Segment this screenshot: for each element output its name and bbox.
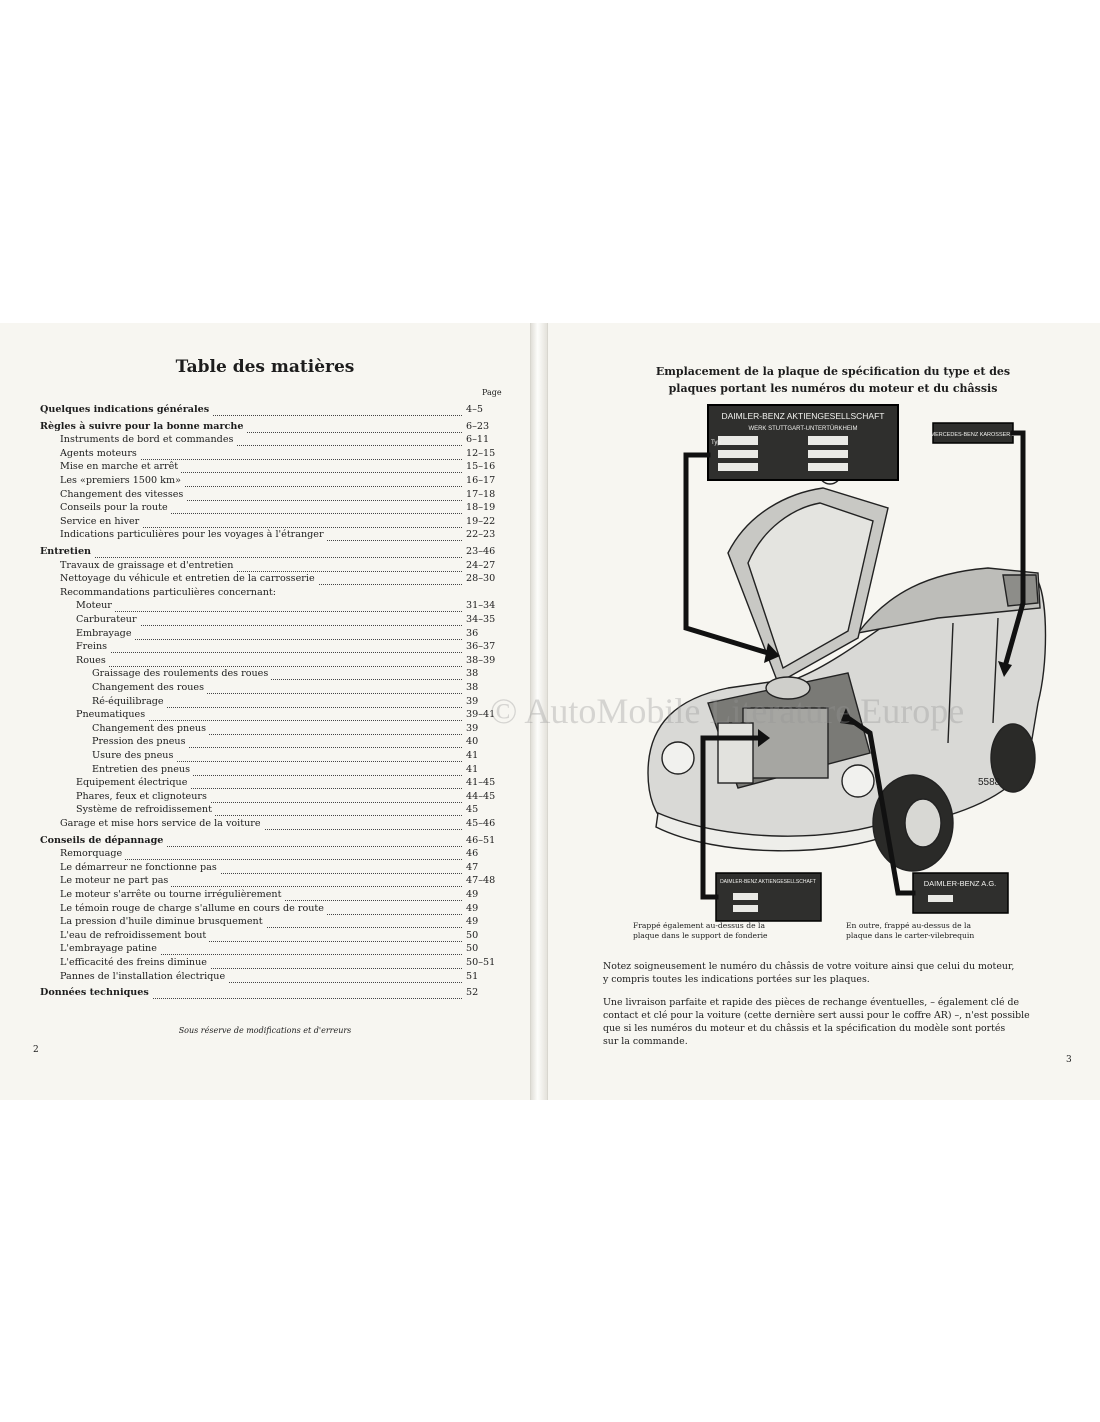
toc-label: L'embrayage patine: [60, 942, 160, 956]
toc-entry: [0, 915, 530, 929]
toc-entry: [0, 695, 530, 709]
toc-page-number: 28–30: [466, 573, 496, 585]
toc-label: Carburateur: [76, 613, 140, 627]
toc-entry: [0, 970, 530, 984]
left-page: [0, 323, 531, 1100]
toc-label: Equipement électrique: [76, 776, 190, 790]
toc-label: Système de refroidissement: [76, 803, 215, 817]
toc-page-number: 50–51: [466, 957, 496, 968]
toc-entry: [0, 763, 530, 777]
toc-entry: [0, 847, 530, 861]
paragraph-1-line-1: Notez soigneusement le numéro du châssis de votre voiture ainsi que celui du moteur,: [603, 961, 1015, 972]
toc-page-number: 38–39: [466, 654, 496, 666]
right-headlamp: [842, 765, 874, 797]
toc-entry: [0, 433, 530, 447]
caption-right-line-2: plaque dans le carter-vilebrequin: [846, 931, 975, 940]
toc-entry: [0, 460, 530, 474]
toc-entry: [0, 613, 530, 627]
caption-right-line-1: En outre, frappé au-dessus de la: [846, 921, 971, 930]
toc-entry: [0, 735, 530, 749]
chassis-plate-text: DAIMLER-BENZ A.G.: [923, 879, 997, 888]
toc-label: Conseils pour la route: [60, 501, 171, 515]
toc-label: Le démarreur ne fonctionne pas: [60, 861, 220, 875]
toc-entry: [0, 956, 530, 970]
paragraph-2-line-4: sur la commande.: [603, 1036, 688, 1047]
toc-page-number: 52: [466, 987, 479, 999]
toc-entry: [0, 817, 530, 831]
toc-section: [0, 545, 530, 559]
body-plate: [931, 423, 1016, 443]
toc-label: L'eau de refroidissement bout: [60, 929, 209, 943]
toc-page-number: 12–15: [466, 447, 496, 459]
toc-entry: [0, 474, 530, 488]
toc-page-number: 50: [466, 943, 479, 955]
front-hubcap: [905, 799, 941, 847]
toc-label: Roues: [76, 654, 109, 668]
toc-page-number: 17–18: [466, 488, 496, 500]
page-number: 3: [1066, 1055, 1072, 1065]
figure-title: [618, 363, 1048, 397]
toc-section: [0, 986, 530, 1000]
plate-text-1: DAIMLER-BENZ AKTIENGESELLSCHAFT: [721, 411, 885, 421]
toc-entry: [0, 559, 530, 573]
toc-page-number: 44–45: [466, 790, 496, 802]
footnote: Sous réserve de modifications et d'erreurs: [178, 1026, 352, 1035]
type-plate: [708, 405, 898, 480]
toc-page-number: 40: [466, 736, 479, 748]
toc-page-number: 36: [466, 627, 479, 639]
toc-page-number: 50: [466, 929, 479, 941]
caption-right: [846, 921, 974, 941]
paragraph-1-line-2: y compris toutes les indications portées sur les plaques.: [603, 974, 870, 985]
toc-entry: [0, 790, 530, 804]
toc-label: Graissage des roulements des roues: [92, 667, 271, 681]
toc-page-number: 39–41: [466, 709, 496, 721]
toc-label: Le témoin rouge de charge s'allume en cours de route: [60, 902, 327, 916]
toc-page-number: 36–37: [466, 641, 496, 653]
car-illustration: [608, 403, 1048, 943]
toc-page-number: 38: [466, 682, 479, 693]
toc-label: Phares, feux et clignoteurs: [76, 790, 210, 804]
toc-entry: [0, 599, 530, 613]
toc-page-number: 39: [466, 695, 479, 707]
toc-entry: [0, 681, 530, 695]
left-headlamp: [662, 742, 694, 774]
page-column-header: Page: [482, 388, 502, 397]
toc-entry: [0, 803, 530, 817]
toc-entry: [0, 722, 530, 736]
toc-page-number: 15–16: [466, 461, 496, 473]
toc-section: [0, 834, 530, 848]
toc-label: Règles à suivre pour la bonne marche: [40, 420, 246, 434]
toc-page-number: 51: [466, 970, 479, 982]
toc-label: Le moteur ne part pas: [60, 874, 171, 888]
toc-label: La pression d'huile diminue brusquement: [60, 915, 266, 929]
paragraph-2-line-3: que si les numéros du moteur et du châssis et la spécification du modèle sont portés: [603, 1023, 1006, 1034]
toc-page-number: 45: [466, 804, 479, 816]
toc-label: Conseils de dépannage: [40, 834, 166, 848]
paragraph-2: [603, 996, 1049, 1048]
toc-page-number: 49: [466, 916, 479, 928]
toc-page-number: 47: [466, 861, 479, 873]
page-title: Table des matières: [175, 357, 355, 377]
toc-page-number: 49: [466, 889, 479, 900]
toc-entry: [0, 888, 530, 902]
page-number: 2: [33, 1045, 39, 1055]
toc-entry: [0, 861, 530, 875]
radiator: [718, 723, 753, 783]
toc-page-number: 31–34: [466, 600, 496, 612]
toc-page-number: 38: [466, 668, 479, 680]
toc-label: Pneumatiques: [76, 708, 148, 722]
toc-page-number: 4–5: [466, 404, 484, 415]
toc-label: Pannes de l'installation électrique: [60, 970, 228, 984]
toc-page-number: 41: [466, 750, 479, 761]
toc-label: Quelques indications générales: [40, 403, 212, 417]
toc-label: Les «premiers 1500 km»: [60, 474, 184, 488]
toc-entry: [0, 929, 530, 943]
toc-page-number: 23–46: [466, 546, 496, 557]
toc-label: Entretien des pneus: [92, 763, 193, 777]
figure-number: 5588: [978, 777, 1001, 788]
toc-label: Agents moteurs: [60, 447, 140, 461]
toc-label: Changement des roues: [92, 681, 207, 695]
toc-page-number: 34–35: [466, 614, 496, 625]
toc-label: Ré-équilibrage: [92, 695, 167, 709]
toc-label: Changement des vitesses: [60, 488, 186, 502]
toc-label: Nettoyage du véhicule et entretien de la carrosserie: [60, 572, 318, 586]
toc-page-number: 6–11: [466, 434, 490, 446]
toc-leader-dots: [76, 642, 462, 653]
toc-entry: [0, 640, 530, 654]
toc-label: Le moteur s'arrête ou tourne irrégulièrement: [60, 888, 284, 902]
engine-plate-text: DAIMLER-BENZ AKTIENGESELLSCHAFT: [720, 879, 816, 885]
toc-page-number: 46–51: [466, 834, 496, 846]
toc-label: Embrayage: [76, 627, 135, 641]
toc-label: Service en hiver: [60, 515, 142, 529]
toc-section: [0, 420, 530, 434]
caption-left-line-2: plaque dans le support de fonderie: [633, 931, 768, 940]
toc-page-number: 41–45: [466, 777, 496, 789]
toc-label: Instruments de bord et commandes: [60, 433, 236, 447]
toc-page-number: 6–23: [466, 420, 490, 432]
toc-label: Changement des pneus: [92, 722, 209, 736]
toc-label: Garage et mise hors service de la voiture: [60, 817, 264, 831]
toc-page-number: 39: [466, 722, 479, 734]
toc-label: Indications particulières pour les voyages à l'étranger: [60, 528, 327, 542]
toc-label: Moteur: [76, 599, 115, 613]
toc-label: L'efficacité des freins diminue: [60, 956, 210, 970]
toc-leader-dots: [76, 601, 462, 612]
toc-entry: [0, 942, 530, 956]
toc-page-number: 49: [466, 902, 479, 914]
paragraph-1: [603, 960, 1049, 986]
caption-left-line-1: Frappé également au-dessus de la: [633, 921, 765, 930]
toc-label: Usure des pneus: [92, 749, 176, 763]
toc-entry: [0, 488, 530, 502]
toc-entry: [0, 749, 530, 763]
figure-title-line-2: plaques portant les numéros du moteur et du châssis: [668, 382, 998, 395]
toc-label: Entretien: [40, 545, 94, 559]
toc-page-number: 19–22: [466, 515, 496, 527]
toc-page-number: 41: [466, 763, 479, 775]
toc-entry: [0, 874, 530, 888]
engine-plate: [716, 873, 821, 921]
toc-page-number: 18–19: [466, 502, 496, 514]
toc-label: Mise en marche et arrêt: [60, 460, 181, 474]
toc-label: Données techniques: [40, 986, 152, 1000]
paragraph-2-line-1: Une livraison parfaite et rapide des pièces de rechange éventuelles, – également clé de: [603, 997, 1020, 1008]
toc-page-number: 24–27: [466, 559, 496, 571]
toc-entry: [0, 515, 530, 529]
caption-left: [633, 921, 768, 941]
watermark: © AutoMobile Literature Europe: [490, 691, 965, 731]
toc-entry: [0, 447, 530, 461]
toc-entry: [0, 776, 530, 790]
toc-page-number: 46: [466, 848, 479, 860]
chassis-plate: [913, 873, 1008, 913]
toc-entry: [0, 572, 530, 586]
toc-page-number: 16–17: [466, 475, 496, 486]
toc-leader-dots: [40, 547, 462, 558]
toc-label: Travaux de graissage et d'entretien: [60, 559, 236, 573]
toc-entry: [0, 708, 530, 722]
toc-label: Pression des pneus: [92, 735, 189, 749]
toc-entry: [0, 654, 530, 668]
toc-entry: [0, 902, 530, 916]
body-plate-text: MERCEDES-BENZ KAROSSERIE: [930, 432, 1016, 438]
toc-entry: [0, 667, 530, 681]
plate-type-label: Typ: [711, 440, 721, 446]
toc-entry: [0, 586, 530, 600]
toc-label: Freins: [76, 640, 110, 654]
toc-entry: [0, 501, 530, 515]
toc-label: Recommandations particulières concernant:: [60, 586, 279, 600]
plate-text-2: WERK STUTTGART-UNTERTÜRKHEIM: [748, 426, 858, 432]
paragraph-2-line-2: contact et clé pour la voiture (cette dernière sert aussi pour le coffre AR) –, n'est possible: [603, 1010, 1030, 1021]
toc-entry: [0, 627, 530, 641]
toc-page-number: 22–23: [466, 529, 496, 541]
toc-leader-dots: [76, 656, 462, 667]
toc-page-number: 45–46: [466, 818, 496, 829]
toc-section: [0, 403, 530, 417]
figure-title-line-1: Emplacement de la plaque de spécification du type et des: [655, 365, 1011, 378]
toc-label: Remorquage: [60, 847, 125, 861]
toc-page-number: 47–48: [466, 875, 496, 887]
toc-entry: [0, 528, 530, 542]
